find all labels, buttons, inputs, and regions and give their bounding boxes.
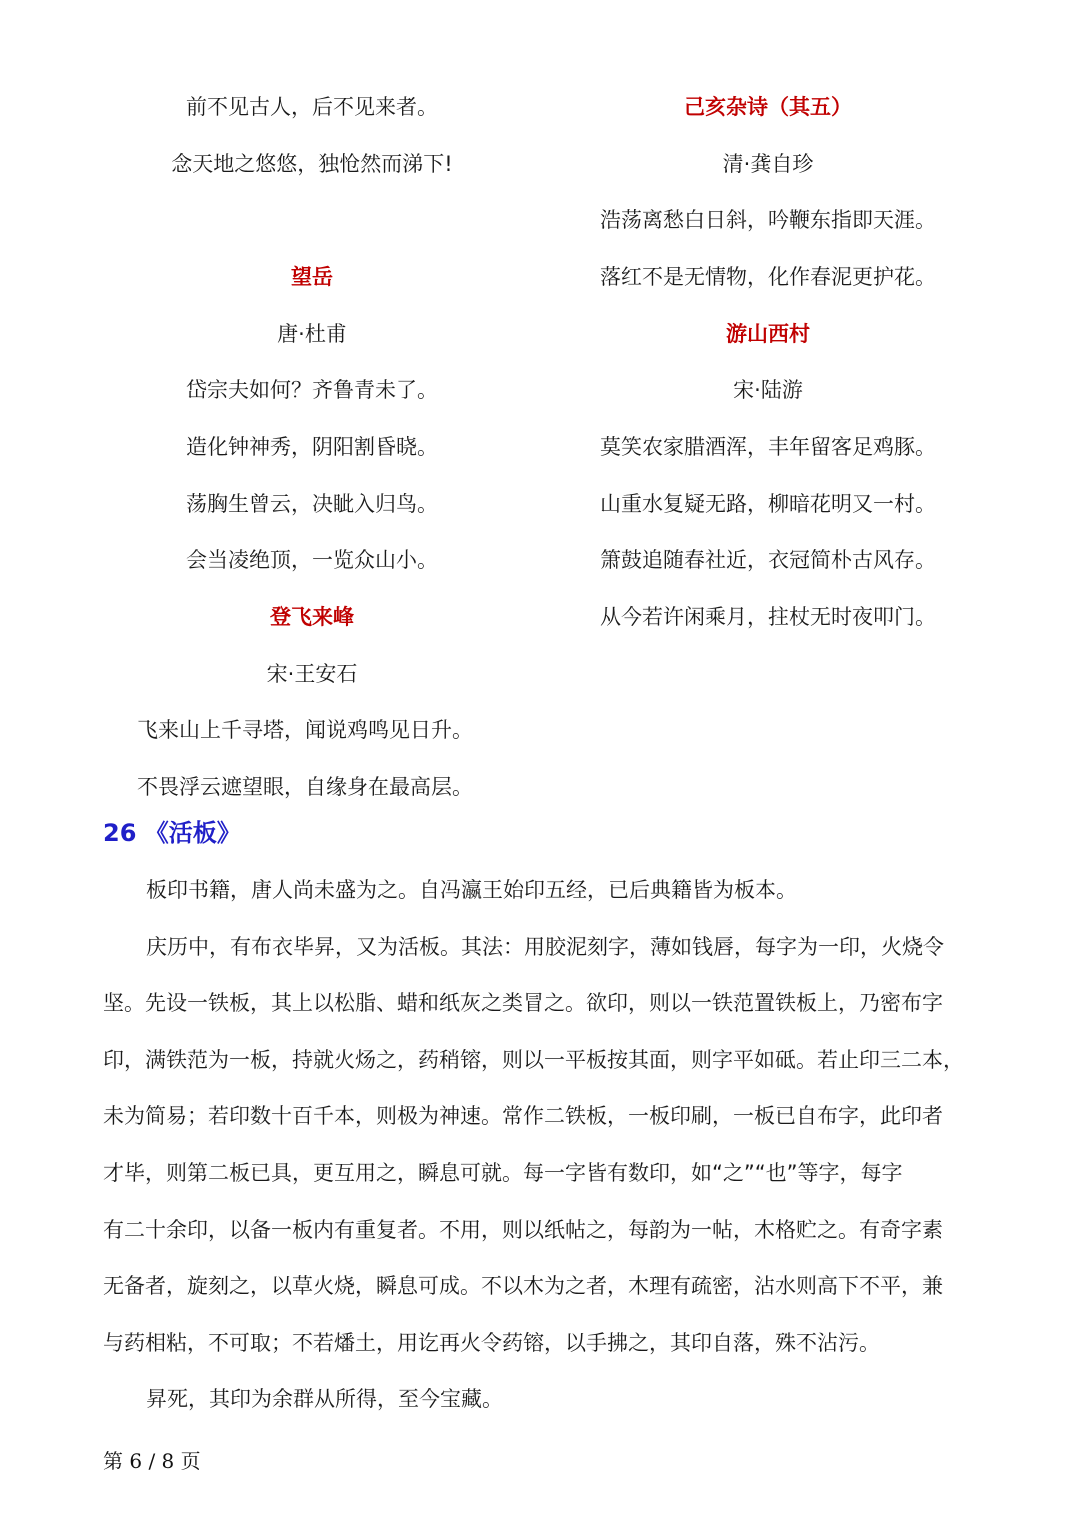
poem-author: 宋·陆游 <box>733 378 803 402</box>
paragraph-line: 板印书籍，唐人尚未盛为之。自冯瀛王始印五经，已后典籍皆为板本。 <box>146 878 797 902</box>
poem-line: 念天地之悠悠，独怆然而涕下! <box>171 152 453 176</box>
page-number: 第 6 / 8 页 <box>103 1449 201 1473</box>
poem-line: 浩荡离愁白日斜，吟鞭东指即天涯。 <box>600 208 936 232</box>
poem-line: 莫笑农家腊酒浑，丰年留客足鸡豚。 <box>600 435 936 459</box>
paragraph-line: 与药相粘，不可取；不若燔土，用讫再火令药镕，以手拂之，其印自落，殊不沾污。 <box>103 1331 880 1355</box>
paragraph-line: 昇死，其印为余群从所得，至今宝藏。 <box>146 1387 503 1411</box>
poem-line: 从今若许闲乘月，拄杖无时夜叩门。 <box>600 605 936 629</box>
poem-line: 造化钟神秀，阴阳割昏晓。 <box>186 435 438 459</box>
poem-line: 箫鼓追随春社近，衣冠简朴古风存。 <box>600 548 936 572</box>
paragraph-line: 才毕，则第二板已具，更互用之，瞬息可就。每一字皆有数印，如“之”“也”等字，每字 <box>103 1161 903 1185</box>
paragraph-line: 未为简易；若印数十百千本，则极为神速。常作二铁板，一板印刷，一板已自布字，此印者 <box>103 1104 943 1128</box>
poem-author: 宋·王安石 <box>266 662 358 686</box>
poem-line: 岱宗夫如何？齐鲁青未了。 <box>186 378 438 402</box>
poem-title-dengfeilaifeng: 登飞来峰 <box>270 605 354 629</box>
paragraph-line: 庆历中，有布衣毕昇，又为活板。其法：用胶泥刻字，薄如钱唇，每字为一印，火烧令 <box>146 935 944 959</box>
poem-title-jihai: 己亥杂诗（其五） <box>684 95 852 119</box>
poem-line: 不畏浮云遮望眼，自缘身在最高层。 <box>137 775 473 799</box>
paragraph-line: 无备者，旋刻之，以草火烧，瞬息可成。不以木为之者，木理有疏密，沾水则高下不平，兼 <box>103 1274 943 1298</box>
poem-line: 荡胸生曾云，决眦入归鸟。 <box>186 492 438 516</box>
poem-author: 唐·杜甫 <box>277 322 347 346</box>
poem-line: 飞来山上千寻塔，闻说鸡鸣见日升。 <box>137 718 473 742</box>
poem-title-youshanxicun: 游山西村 <box>726 322 810 346</box>
poem-line: 山重水复疑无路，柳暗花明又一村。 <box>600 492 936 516</box>
paragraph-line: 坚。先设一铁板，其上以松脂、蜡和纸灰之类冒之。欲印，则以一铁范置铁板上，乃密布字 <box>103 991 943 1015</box>
section-heading: 26 《活板》 <box>103 819 241 847</box>
poem-line: 会当凌绝顶，一览众山小。 <box>186 548 438 572</box>
poem-line: 落红不是无情物，化作春泥更护花。 <box>600 265 936 289</box>
poem-line: 前不见古人，后不见来者。 <box>186 95 438 119</box>
paragraph-line: 有二十余印，以备一板内有重复者。不用，则以纸帖之，每韵为一帖，木格贮之。有奇字素 <box>103 1218 943 1242</box>
poem-author: 清·龚自珍 <box>722 152 814 176</box>
poem-title-wangyue: 望岳 <box>291 265 333 289</box>
paragraph-line: 印，满铁范为一板，持就火炀之，药稍镕，则以一平板按其面，则字平如砥。若止印三二本， <box>103 1048 964 1072</box>
